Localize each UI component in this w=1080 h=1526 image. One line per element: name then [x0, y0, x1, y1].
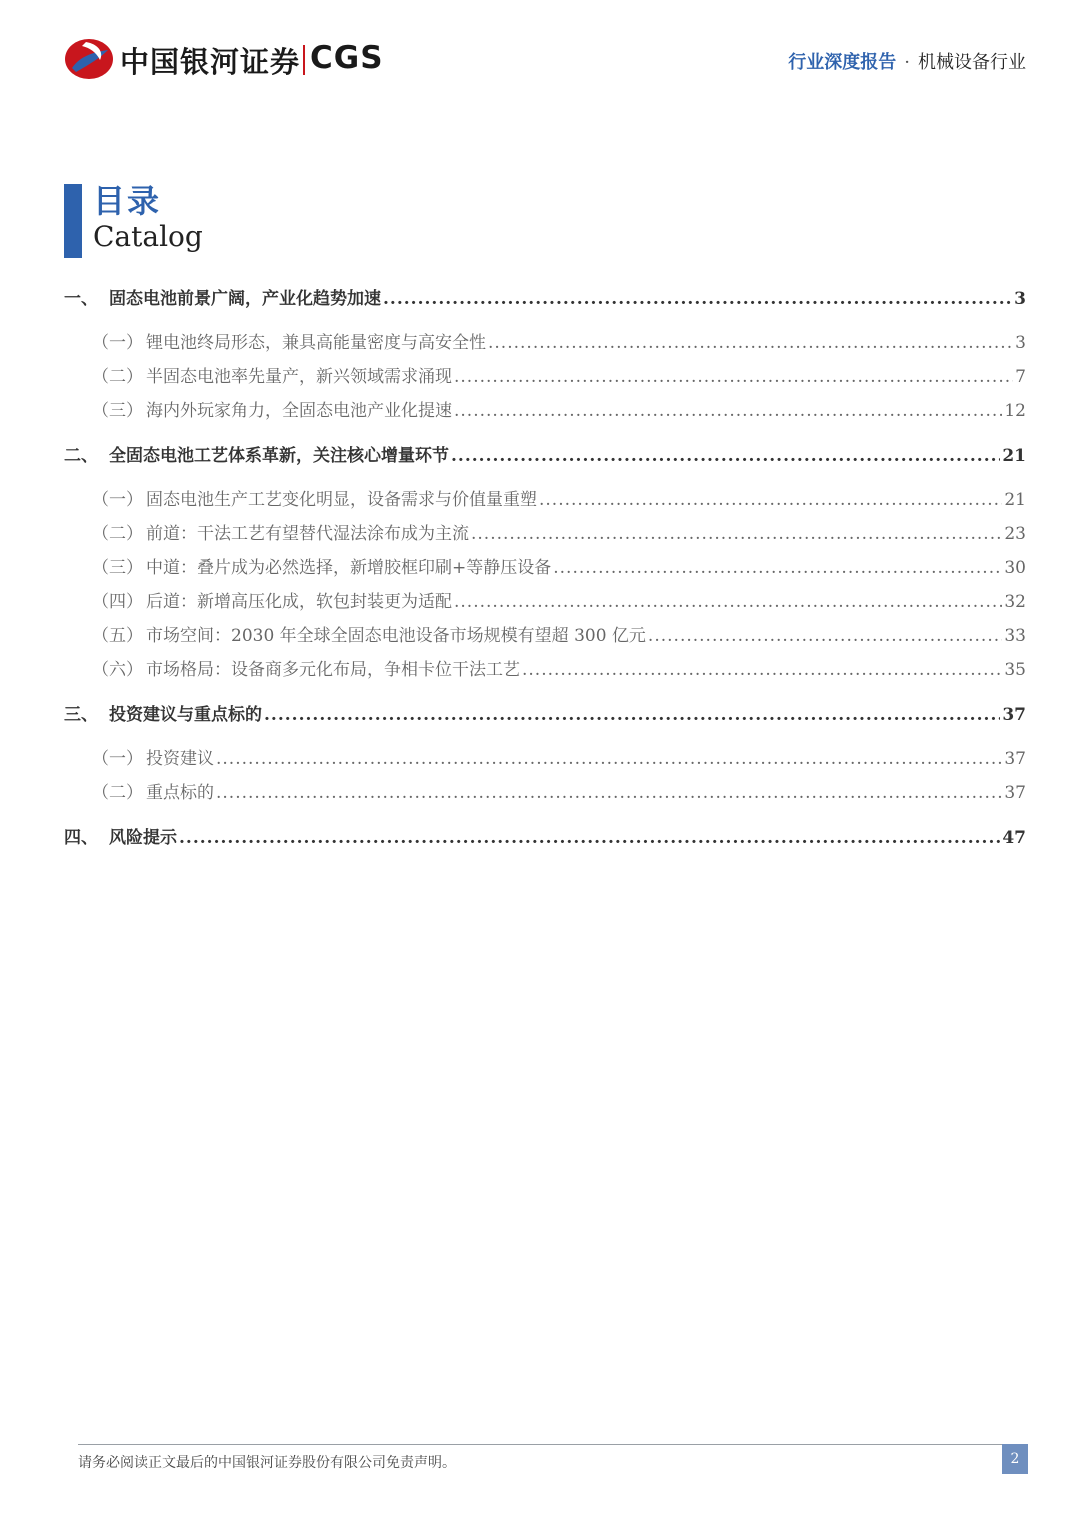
toc-page: 21	[1002, 446, 1026, 466]
toc-title: 投资建议	[146, 749, 214, 769]
footer-disclaimer: 请务必阅读正文最后的中国银河证券股份有限公司免责声明。	[78, 1455, 456, 1471]
report-type: 行业深度报告	[788, 52, 897, 73]
toc-title: 全固态电池工艺体系革新，关注核心增量环节	[109, 446, 449, 466]
toc-title: 固态电池前景广阔，产业化趋势加速	[109, 289, 381, 309]
toc-page: 21	[1004, 490, 1026, 510]
toc-title: 风险提示	[109, 828, 177, 848]
toc-entry[interactable]	[92, 328, 1026, 358]
toc-page: 32	[1004, 592, 1026, 612]
dot-leader	[454, 367, 1013, 387]
dot-leader	[216, 783, 1002, 803]
toc-number: （四）	[92, 592, 143, 612]
cgs-logo-icon	[64, 38, 114, 80]
toc-entry[interactable]	[92, 519, 1026, 549]
logo-abbr: CGS	[310, 40, 384, 76]
dot-leader	[451, 446, 1000, 466]
toc-entry[interactable]	[92, 744, 1026, 774]
dot-leader	[522, 660, 1002, 680]
toc-title: 市场空间：2030 年全球全固态电池设备市场规模有望超 300 亿元	[146, 626, 646, 646]
toc-title: 半固态电池率先量产，新兴领域需求涌现	[146, 367, 452, 387]
dot-leader	[454, 592, 1002, 612]
page-header	[0, 0, 1080, 110]
dot-leader	[648, 626, 1002, 646]
toc-title: 后道：新增高压化成，软包封装更为适配	[146, 592, 452, 612]
toc-page: 35	[1004, 660, 1026, 680]
toc-title: 重点标的	[146, 783, 214, 803]
toc-number: （一）	[92, 333, 143, 353]
toc-entry[interactable]	[64, 284, 1026, 314]
catalog-title-en: Catalog	[93, 220, 203, 253]
toc-page: 47	[1002, 828, 1026, 848]
toc-title: 固态电池生产工艺变化明显，设备需求与价值量重塑	[146, 490, 537, 510]
dot-leader	[264, 705, 1000, 725]
toc-title: 市场格局：设备商多元化布局，争相卡位干法工艺	[146, 660, 520, 680]
catalog-accent-bar	[64, 184, 82, 258]
toc-entry[interactable]	[92, 485, 1026, 515]
dot-leader	[216, 749, 1002, 769]
toc-page: 30	[1004, 558, 1026, 578]
toc-title: 海内外玩家角力，全固态电池产业化提速	[146, 401, 452, 421]
logo-divider	[303, 45, 305, 75]
dot-leader	[471, 524, 1002, 544]
footer-divider	[78, 1444, 1028, 1445]
dot-leader	[383, 289, 1012, 309]
dot-leader	[553, 558, 1002, 578]
toc-entry[interactable]	[64, 823, 1026, 853]
catalog-title-cn: 目录	[93, 182, 162, 220]
toc-page: 37	[1004, 783, 1026, 803]
dot-leader	[454, 401, 1002, 421]
toc-page: 3	[1015, 333, 1026, 353]
dot-leader	[539, 490, 1002, 510]
toc-entry[interactable]	[64, 700, 1026, 730]
toc-number: （六）	[92, 660, 143, 680]
toc-entry[interactable]	[92, 655, 1026, 685]
toc-entry[interactable]	[64, 441, 1026, 471]
toc-page: 12	[1004, 401, 1026, 421]
toc-page: 33	[1004, 626, 1026, 646]
page-number: 2	[1002, 1444, 1028, 1474]
toc-entry[interactable]	[92, 396, 1026, 426]
toc-number: （五）	[92, 626, 143, 646]
toc-number: 一、	[64, 289, 98, 309]
toc-title: 中道：叠片成为必然选择，新增胶框印刷+等静压设备	[146, 558, 552, 578]
dot-leader	[488, 333, 1013, 353]
toc-page: 37	[1004, 749, 1026, 769]
toc-number: （三）	[92, 401, 143, 421]
toc-title: 前道：干法工艺有望替代湿法涂布成为主流	[146, 524, 469, 544]
toc-number: （二）	[92, 783, 143, 803]
toc-number: （二）	[92, 524, 143, 544]
toc-title: 锂电池终局形态，兼具高能量密度与高安全性	[146, 333, 486, 353]
toc-number: 二、	[64, 446, 98, 466]
toc-number: （一）	[92, 749, 143, 769]
toc-entry[interactable]	[92, 621, 1026, 651]
toc-title: 投资建议与重点标的	[109, 705, 262, 725]
toc-number: （二）	[92, 367, 143, 387]
toc-entry[interactable]	[92, 587, 1026, 617]
report-type-label	[788, 48, 1026, 74]
toc-number: 三、	[64, 705, 98, 725]
toc-page: 3	[1014, 289, 1026, 309]
toc-number: 四、	[64, 828, 98, 848]
toc-entry[interactable]	[92, 778, 1026, 808]
toc-page: 7	[1015, 367, 1026, 387]
logo-name: 中国银河证券	[120, 45, 301, 79]
toc-page: 23	[1004, 524, 1026, 544]
toc-entry[interactable]	[92, 553, 1026, 583]
toc-entry[interactable]	[92, 362, 1026, 392]
toc-number: （三）	[92, 558, 143, 578]
toc-page: 37	[1002, 705, 1026, 725]
industry-label: 机械设备行业	[918, 52, 1026, 73]
header-separator: ·	[904, 52, 910, 73]
dot-leader	[179, 828, 1000, 848]
toc-number: （一）	[92, 490, 143, 510]
